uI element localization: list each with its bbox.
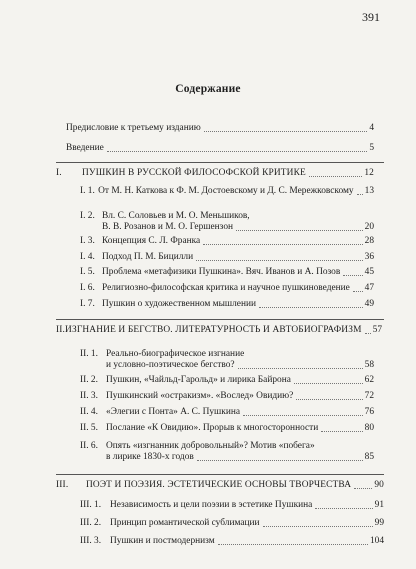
section-number: I.: [56, 168, 62, 178]
entry-number: III. 3.: [80, 536, 102, 546]
entry-number: II. 2.: [80, 375, 98, 385]
toc-entry[interactable]: [106, 452, 374, 463]
leader-dots: [259, 307, 363, 308]
toc-entry[interactable]: [80, 236, 374, 247]
toc-entry[interactable]: [80, 375, 374, 386]
page-number: 391: [362, 10, 380, 24]
section-page: 12: [364, 168, 374, 178]
toc-entry[interactable]: [80, 186, 374, 197]
leader-dots: [321, 431, 362, 432]
toc-entry[interactable]: [80, 407, 374, 418]
entry-text: Послание «К Овидию». Прорыв к многосторонности: [106, 423, 319, 433]
leader-dots: [315, 508, 372, 509]
section-divider: [56, 474, 384, 475]
entry-text: Реально-биографическое изгнание: [106, 349, 245, 359]
entry-number: I. 1.: [80, 186, 95, 196]
leader-dots: [238, 368, 363, 369]
entry-page: 45: [364, 267, 374, 277]
toc-entry-page: 4: [369, 123, 374, 133]
section-divider: [56, 319, 384, 320]
section-number: III.: [56, 480, 69, 490]
entry-page: 76: [364, 407, 374, 417]
entry-text: Опять «изгнанник добровольный»? Мотив «побега»: [106, 441, 315, 451]
entry-number: I. 5.: [80, 267, 95, 277]
toc-entry[interactable]: [106, 360, 374, 371]
leader-dots: [309, 176, 362, 177]
entry-page: 13: [364, 186, 374, 196]
leader-dots: [243, 415, 363, 416]
entry-text: и условно-поэтическое бегство?: [106, 360, 235, 370]
leader-dots: [204, 131, 368, 132]
section-title: ПОЭТ И ПОЭЗИЯ. ЭСТЕТИЧЕСКИЕ ОСНОВЫ ТВОРЧЕСТВА: [86, 480, 352, 490]
toc-entry[interactable]: [80, 391, 374, 402]
entry-text: Пушкин и постмодернизм: [110, 536, 215, 546]
section-page: 57: [372, 325, 383, 335]
toc-entry-line-1: [80, 441, 315, 452]
section-divider: [56, 162, 384, 163]
entry-page: 28: [364, 236, 374, 246]
toc-entry[interactable]: [80, 536, 384, 547]
entry-page: 47: [364, 283, 374, 293]
leader-dots: [203, 244, 362, 245]
entry-text: Проблема «метафизики Пушкина». Вяч. Иванов и А. Позов: [102, 267, 341, 277]
leader-dots: [107, 151, 368, 152]
toc-entry-line-1: [80, 349, 244, 360]
leader-dots: [196, 260, 363, 261]
entry-text: Пушкин о художественном мышлении: [102, 299, 256, 309]
leader-dots: [296, 399, 362, 400]
leader-dots: [343, 275, 362, 276]
toc-entry[interactable]: [80, 252, 374, 263]
toc-entry-text: Введение: [66, 143, 104, 153]
leader-dots: [263, 526, 373, 527]
entry-number: I. 2.: [80, 211, 95, 221]
leader-dots: [365, 333, 371, 334]
toc-entry[interactable]: [80, 500, 384, 511]
entry-text: «Элегии с Понта» А. С. Пушкина: [106, 407, 241, 417]
toc-entry-page: 5: [369, 143, 374, 153]
leader-dots: [353, 291, 363, 292]
toc-entry[interactable]: [102, 222, 374, 233]
entry-number: II. 6.: [80, 441, 98, 451]
entry-number: I. 6.: [80, 283, 95, 293]
toc-entry[interactable]: [80, 423, 374, 434]
entry-page: 20: [364, 222, 374, 232]
toc-entry[interactable]: [80, 267, 374, 278]
entry-text: Подход П. М. Бицилли: [102, 252, 194, 262]
toc-entry[interactable]: [80, 283, 374, 294]
entry-number: II. 4.: [80, 407, 98, 417]
section-heading-1[interactable]: [56, 168, 374, 179]
toc-entry-text: Предисловие к третьему изданию: [66, 123, 201, 133]
entry-text: Пушкин, «Чайльд-Гарольд» и лирика Байрона: [106, 375, 291, 385]
section-heading-3[interactable]: [56, 480, 384, 491]
entry-page: 58: [364, 360, 374, 370]
leader-dots: [357, 194, 363, 195]
entry-page: 62: [364, 375, 374, 385]
entry-number: II. 5.: [80, 423, 98, 433]
entry-text: Вл. С. Соловьев и М. О. Меньшиков,: [102, 211, 250, 221]
entry-text: в лирике 1830-х годов: [106, 452, 194, 462]
section-title: ПУШКИН В РУССКОЙ ФИЛОСОФСКОЙ КРИТИКЕ: [82, 168, 306, 178]
leader-dots: [294, 383, 363, 384]
entry-number: II. 3.: [80, 391, 98, 401]
toc-entry-line-1: [80, 211, 250, 222]
section-number: II.: [56, 325, 66, 335]
entry-number: I. 4.: [80, 252, 95, 262]
entry-text: Пушкинский «остракизм». «Вослед» Овидию?: [106, 391, 294, 401]
leader-dots: [236, 230, 363, 231]
toc-entry[interactable]: [80, 518, 384, 529]
section-page: 90: [374, 480, 384, 490]
entry-page: 104: [369, 536, 384, 546]
entry-page: 91: [374, 500, 384, 510]
entry-page: 49: [364, 299, 374, 309]
entry-number: I. 3.: [80, 236, 95, 246]
toc-entry-introduction[interactable]: [66, 143, 374, 154]
entry-number: II. 1.: [80, 349, 98, 359]
entry-page: 72: [364, 391, 374, 401]
entry-number: III. 2.: [80, 518, 102, 528]
entry-text: Религиозно-философская критика и научное пушкиноведение: [102, 283, 350, 293]
section-heading-2[interactable]: [56, 325, 383, 336]
toc-entry[interactable]: [80, 299, 374, 310]
entry-page: 36: [364, 252, 374, 262]
toc-entry-preface[interactable]: [66, 123, 374, 134]
entry-number: III. 1.: [80, 500, 102, 510]
entry-page: 99: [374, 518, 384, 528]
leader-dots: [354, 488, 372, 489]
entry-text: Концепция С. Л. Франка: [102, 236, 201, 246]
entry-number: I. 7.: [80, 299, 95, 309]
entry-text: Независимость и цели поэзии в эстетике Пушкина: [110, 500, 313, 510]
entry-text: В. В. Розанов и М. О. Гершензон: [102, 222, 234, 232]
entry-text: От М. Н. Каткова к Ф. М. Достоевскому и Д. С. Мережковскому: [98, 186, 354, 196]
entry-text: Принцип романтической сублимации: [110, 518, 260, 528]
section-title: ИЗГНАНИЕ И БЕГСТВО. ЛИТЕРАТУРНОСТЬ И АВТОБИОГРАФИЗМ: [65, 325, 362, 335]
toc-title: Содержание: [175, 83, 241, 95]
leader-dots: [197, 460, 363, 461]
leader-dots: [218, 544, 368, 545]
entry-page: 85: [364, 452, 374, 462]
entry-page: 80: [364, 423, 374, 433]
